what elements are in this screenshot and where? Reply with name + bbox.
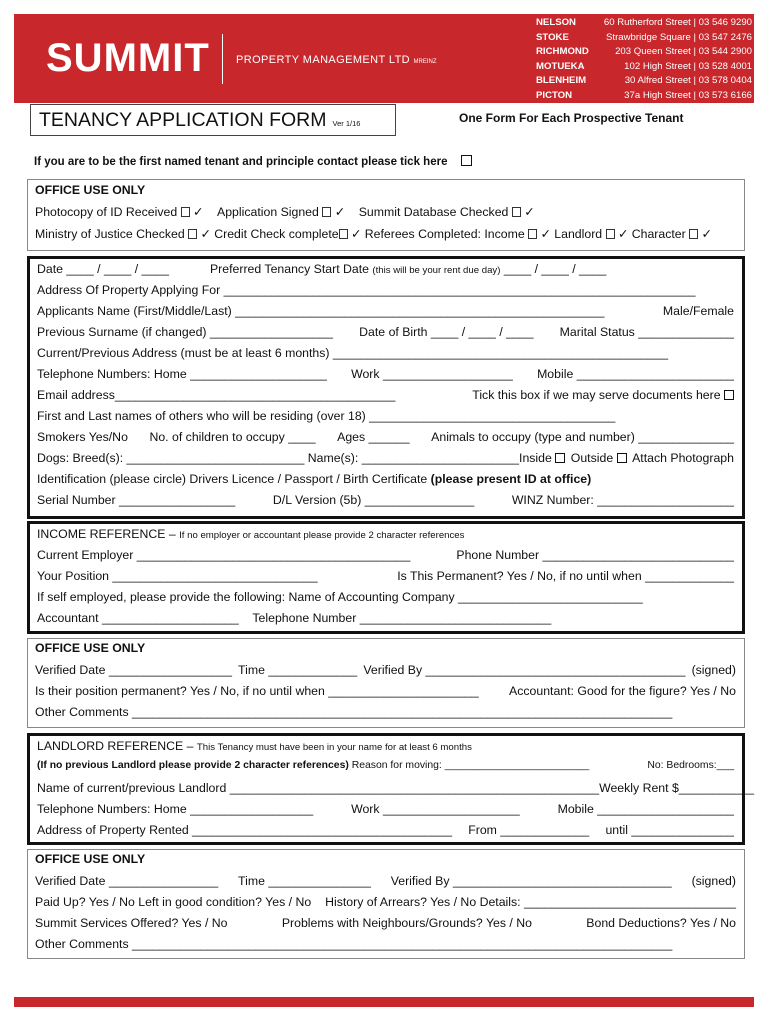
income-note: If no employer or accountant please provide 2 character references	[179, 530, 465, 541]
landlord-heading-row	[37, 739, 734, 753]
checkbox[interactable]	[512, 207, 521, 217]
branch-address: 60 Rutherford Street | 03 546 9290	[603, 17, 752, 28]
check-label: Application Signed	[217, 205, 319, 219]
email-row	[37, 388, 734, 402]
employer-row	[37, 548, 734, 562]
branch-address: Strawbridge Square | 03 547 2476	[606, 31, 752, 43]
bedrooms-field[interactable]: No: Bedrooms:___	[647, 760, 734, 771]
branch-row	[536, 31, 752, 46]
paid-up-row	[35, 895, 736, 909]
landlord-phone-row	[37, 802, 734, 816]
company-subtitle	[236, 54, 437, 66]
position-row	[37, 569, 734, 583]
company-name: PROPERTY MANAGEMENT LTD	[236, 54, 411, 66]
no-previous-note: (If no previous Landlord please provide 2 character references)	[37, 760, 349, 771]
dob-field[interactable]: Date of Birth ____ / ____ / ____	[359, 325, 534, 339]
bond-deductions-field[interactable]: Bond Deductions? Yes / No	[586, 916, 736, 930]
id-type-field[interactable]: Identification (please circle) Drivers Licence / Passport / Birth Certificate	[37, 472, 428, 486]
arrears-field[interactable]: History of Arrears? Yes / No Details: _______________________________	[325, 895, 736, 909]
verified-row	[35, 874, 736, 888]
signed-label: (signed)	[691, 663, 736, 677]
smokers-field[interactable]: Smokers Yes/No	[37, 430, 128, 444]
checkbox[interactable]	[322, 207, 331, 217]
mobile-phone-field[interactable]: Mobile _______________________	[537, 367, 734, 381]
checkbox[interactable]	[339, 229, 348, 239]
check-label: Referees Completed: Income	[364, 227, 525, 241]
email-field[interactable]: Email address_________________________________________	[37, 388, 396, 402]
checkbox[interactable]	[528, 229, 537, 239]
office-use-section-3	[27, 849, 745, 959]
branch-city: MOTUEKA	[536, 60, 585, 72]
services-row	[35, 916, 736, 930]
verified-date-field[interactable]: Verified Date ________________	[35, 874, 219, 888]
applicant-name-field[interactable]: Applicants Name (First/Middle/Last) ______________________________________________________	[37, 304, 605, 318]
date-field[interactable]: Date ____ / ____ / ____	[37, 262, 169, 276]
logo-divider	[222, 34, 223, 84]
form-title-box	[30, 104, 396, 136]
animals-field[interactable]: Animals to occupy (type and number) ______________	[431, 430, 734, 444]
winz-number-field[interactable]: WINZ Number: ____________________	[511, 493, 734, 507]
landlord-name-field[interactable]: Name of current/previous Landlord ______________________________________________________	[37, 781, 600, 795]
applicant-details-section	[27, 256, 745, 519]
dogs-field[interactable]: Dogs: Breed(s): __________________________ Name(s): _______________________Inside	[37, 451, 552, 465]
from-date-field[interactable]: From _____________	[468, 823, 590, 837]
other-comments-field[interactable]: Other Comments _______________________________________________________________________________	[35, 937, 673, 951]
serial-number-field[interactable]: Serial Number _________________	[37, 493, 236, 507]
section-heading: LANDLORD REFERENCE –	[37, 739, 194, 753]
children-field[interactable]: No. of children to occupy ____	[149, 430, 316, 444]
gender-field[interactable]: Male/Female	[662, 304, 734, 318]
letterhead	[14, 14, 754, 103]
work-phone-field[interactable]: Work ___________________	[351, 367, 513, 381]
branch-address: 30 Alfred Street | 03 578 0404	[624, 75, 752, 87]
office-use-section-1	[27, 179, 745, 251]
services-field[interactable]: Summit Services Offered? Yes / No	[35, 916, 228, 930]
check-label: Summit Database Checked	[358, 205, 509, 219]
other-residents-field[interactable]: First and Last names of others who will be residing (over 18) ____________________________________	[37, 409, 616, 423]
income-reference-section	[27, 521, 745, 634]
name-row	[37, 304, 734, 318]
branch-city: BLENHEIM	[536, 75, 587, 87]
outside-checkbox[interactable]	[617, 453, 627, 463]
position-permanent-field[interactable]: Is their position permanent? Yes / No, if no until when ______________________	[35, 684, 479, 698]
permanent-field[interactable]: Is This Permanent? Yes / No, if no until when _____________	[397, 569, 734, 583]
ages-field[interactable]: Ages ______	[337, 430, 410, 444]
company-suffix: MREINZ	[413, 59, 437, 65]
accounting-company-field[interactable]: If self employed, please provide the following: Name of Accounting Company ___________________________	[37, 590, 643, 604]
verified-date-field[interactable]: Verified Date __________________	[35, 663, 232, 677]
accountant-row	[37, 611, 734, 625]
one-form-note: One Form For Each Prospective Tenant	[459, 111, 684, 125]
current-address-field[interactable]: Current/Previous Address (must be at least 6 months) _________________________________________________	[37, 346, 669, 360]
phone-row	[37, 367, 734, 381]
checkbox[interactable]	[689, 229, 698, 239]
start-date-label: Preferred Tenancy Start Date	[209, 262, 369, 276]
section-heading: INCOME REFERENCE –	[37, 527, 176, 541]
form-title: TENANCY APPLICATION FORM	[39, 109, 327, 131]
income-heading-row	[37, 527, 734, 541]
first-named-row	[34, 155, 472, 168]
reason-field[interactable]: Reason for moving: _________________________	[351, 760, 590, 771]
branch-city: NELSON	[536, 17, 576, 28]
section-heading: OFFICE USE ONLY	[35, 641, 146, 655]
signed-label: (signed)	[691, 874, 736, 888]
id-note: (please present ID at office)	[430, 472, 592, 486]
accountant-phone-field[interactable]: Telephone Number ____________________________	[252, 611, 552, 625]
verified-by-field[interactable]: Verified By ________________________________	[390, 874, 672, 888]
other-comments-field[interactable]: Other Comments _______________________________________________________________________________	[35, 705, 673, 719]
position-permanent-row	[35, 684, 736, 698]
property-field[interactable]: Address Of Property Applying For _____________________________________________________________________	[37, 283, 696, 297]
position-field[interactable]: Your Position ______________________________	[37, 569, 318, 583]
time-field[interactable]: Time _____________	[238, 663, 358, 677]
start-date-note: (this will be your rent due day)	[372, 265, 501, 276]
surname-row	[37, 325, 734, 339]
dogs-row	[37, 451, 734, 465]
branch-address: 37a High Street | 03 573 6166	[624, 89, 752, 101]
landlord-work-phone-field[interactable]: Work ____________________	[351, 802, 520, 816]
branch-row	[536, 60, 752, 75]
branch-address: 102 High Street | 03 528 4001	[624, 60, 752, 72]
landlord-mobile-field[interactable]: Mobile ____________________	[557, 802, 734, 816]
branch-address: 203 Queen Street | 03 544 2900	[615, 46, 752, 58]
branch-city: PICTON	[536, 89, 573, 101]
landlord-reference-section	[27, 733, 755, 845]
landlord-name-row	[37, 781, 755, 795]
serve-docs-label: Tick this box if we may serve documents here	[472, 388, 721, 402]
accountant-field[interactable]: Accountant ____________________	[37, 611, 239, 625]
branch-row	[536, 89, 752, 104]
verified-by-field[interactable]: Verified By ______________________________________	[363, 663, 686, 677]
date-row	[37, 262, 734, 276]
office1-row2: Ministry of Justice Checked ✓ Credit Check complete ✓ Referees Completed: Income ✓ Landlord ✓ Character ✓	[35, 227, 712, 241]
section-heading: OFFICE USE ONLY	[35, 183, 146, 197]
branch-list	[536, 16, 752, 104]
office-use-section-2	[27, 638, 745, 728]
check-label: Landlord	[554, 227, 603, 241]
checkbox[interactable]	[181, 207, 190, 217]
check-label: Ministry of Justice Checked	[35, 227, 185, 241]
marital-status-field[interactable]: Marital Status ______________	[559, 325, 734, 339]
neighbours-field[interactable]: Problems with Neighbours/Grounds? Yes / No	[281, 916, 532, 930]
check-label: Character	[631, 227, 686, 241]
employer-field[interactable]: Current Employer ________________________________________	[37, 548, 411, 562]
time-field[interactable]: Time _______________	[238, 874, 371, 888]
rented-address-field[interactable]: Address of Property Rented ______________________________________	[37, 823, 453, 837]
identification-row	[37, 472, 734, 486]
first-named-label: If you are to be the first named tenant and principle contact please tick here	[34, 156, 448, 168]
previous-surname-field[interactable]: Previous Surname (if changed) __________________	[37, 325, 334, 339]
summit-logo: SUMMIT	[46, 36, 210, 80]
attach-photo-label: Attach Photograph	[632, 451, 734, 465]
serve-docs-checkbox[interactable]	[724, 390, 734, 400]
branch-row	[536, 45, 752, 60]
branch-city: STOKE	[536, 31, 569, 43]
weekly-rent-field[interactable]: Weekly Rent $___________	[599, 781, 755, 795]
no-previous-row	[37, 760, 734, 771]
accountant-good-field[interactable]: Accountant: Good for the figure? Yes / No	[509, 684, 736, 698]
branch-city: RICHMOND	[536, 46, 589, 58]
form-version: Ver 1/16	[332, 119, 361, 128]
landlord-note: This Tenancy must have been in your name for at least 6 months	[196, 742, 472, 753]
dl-version-field[interactable]: D/L Version (5b) ________________	[272, 493, 475, 507]
paid-up-field[interactable]: Paid Up? Yes / No Left in good condition? Yes / No	[35, 895, 312, 909]
outside-label: Outside	[570, 451, 614, 465]
inside-checkbox[interactable]	[555, 453, 565, 463]
rented-address-row	[37, 823, 734, 837]
office1-row1: Photocopy of ID Received ✓ Application Signed ✓ Summit Database Checked ✓	[35, 205, 535, 219]
verified-row	[35, 663, 736, 677]
start-date-field[interactable]: ____ / ____ / ____	[503, 262, 607, 276]
until-date-field[interactable]: until _______________	[605, 823, 734, 837]
home-phone-field[interactable]: Telephone Numbers: Home ____________________	[37, 367, 327, 381]
occupancy-row	[37, 430, 734, 444]
section-heading: OFFICE USE ONLY	[35, 852, 146, 866]
check-label: Credit Check complete	[214, 227, 339, 241]
checkbox[interactable]	[188, 229, 197, 239]
employer-phone-field[interactable]: Phone Number ____________________________	[456, 548, 734, 562]
footer-bar	[14, 997, 754, 1007]
landlord-home-phone-field[interactable]: Telephone Numbers: Home __________________	[37, 802, 314, 816]
check-label: Photocopy of ID Received	[35, 205, 178, 219]
branch-row	[536, 74, 752, 89]
checkbox[interactable]	[606, 229, 615, 239]
branch-row	[536, 16, 752, 31]
first-named-checkbox[interactable]	[461, 155, 472, 166]
serial-row	[37, 493, 734, 507]
